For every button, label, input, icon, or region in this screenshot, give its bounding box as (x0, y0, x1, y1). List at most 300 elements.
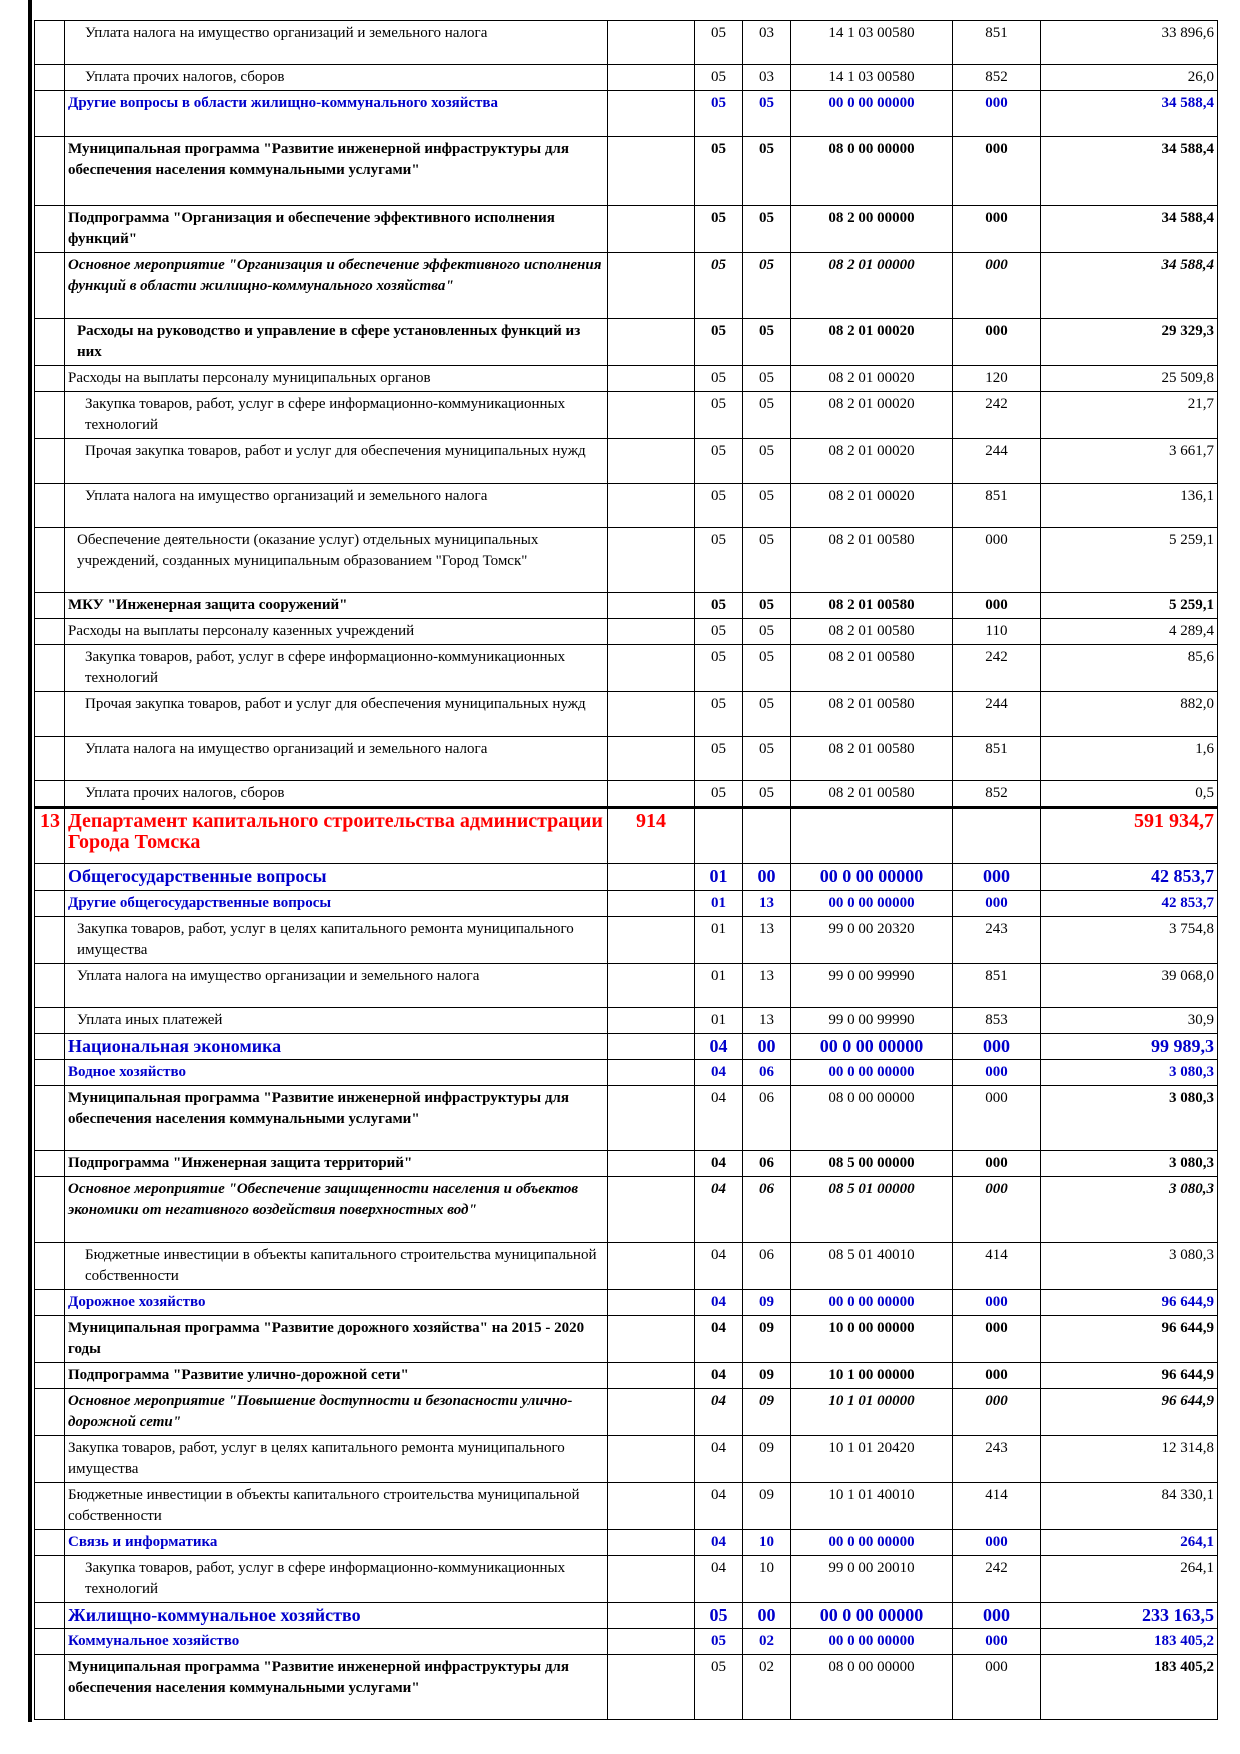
ved-code (608, 1655, 695, 1720)
row-number (35, 91, 65, 137)
row-number (35, 137, 65, 206)
target-article-code (791, 808, 953, 864)
row-number (35, 692, 65, 737)
expense-type-code: 852 (953, 65, 1041, 91)
expense-type-code: 000 (953, 91, 1041, 137)
ved-code (608, 1436, 695, 1483)
subsection-code: 09 (743, 1483, 791, 1530)
expense-type-code: 000 (953, 1629, 1041, 1655)
amount: 3 754,8 (1041, 917, 1218, 964)
section-code: 04 (695, 1389, 743, 1436)
section-code: 04 (695, 1034, 743, 1060)
row-number (35, 21, 65, 65)
subsection-code: 05 (743, 484, 791, 528)
table-row (35, 1655, 1218, 1720)
table-row (35, 593, 1218, 619)
amount: 3 080,3 (1041, 1243, 1218, 1290)
ved-code (608, 366, 695, 392)
row-name: Закупка товаров, работ, услуг в сфере информационно-коммуникационных технологий (65, 392, 608, 439)
subsection-code: 00 (743, 1603, 791, 1629)
ved-code (608, 917, 695, 964)
ved-code (608, 1389, 695, 1436)
expense-type-code: 851 (953, 737, 1041, 781)
amount: 264,1 (1041, 1556, 1218, 1603)
expense-type-code: 243 (953, 917, 1041, 964)
ved-code (608, 206, 695, 253)
row-name: Расходы на выплаты персоналу казенных учреждений (65, 619, 608, 645)
ved-code (608, 1629, 695, 1655)
subsection-code: 00 (743, 864, 791, 891)
target-article-code: 08 2 01 00580 (791, 781, 953, 808)
target-article-code: 10 1 01 20420 (791, 1436, 953, 1483)
section-code: 01 (695, 917, 743, 964)
expense-type-code: 000 (953, 1034, 1041, 1060)
ved-code (608, 1530, 695, 1556)
row-name: Бюджетные инвестиции в объекты капитального строительства муниципальной собственности (65, 1243, 608, 1290)
row-number (35, 484, 65, 528)
target-article-code: 08 2 01 00580 (791, 528, 953, 593)
target-article-code: 99 0 00 99990 (791, 964, 953, 1008)
row-number (35, 1316, 65, 1363)
subsection-code: 05 (743, 645, 791, 692)
row-number (35, 319, 65, 366)
row-name: Подпрограмма "Организация и обеспечение эффективного исполнения функций" (65, 206, 608, 253)
row-name: Муниципальная программа "Развитие инженерной инфраструктуры для обеспечения населения коммунальными услугами" (65, 1086, 608, 1151)
ved-code (608, 1603, 695, 1629)
row-name: Основное мероприятие "Обеспечение защищенности населения и объектов экономики от негативного воздействия поверхностных вод" (65, 1177, 608, 1243)
subsection-code: 03 (743, 21, 791, 65)
row-name: Обеспечение деятельности (оказание услуг) отдельных муниципальных учреждений, созданных муниципальным образованием "Город Томск" (65, 528, 608, 593)
target-article-code: 00 0 00 00000 (791, 891, 953, 917)
expense-type-code: 851 (953, 484, 1041, 528)
row-number (35, 1086, 65, 1151)
ved-code (608, 1243, 695, 1290)
expense-type-code: 000 (953, 1316, 1041, 1363)
row-number (35, 366, 65, 392)
table-row (35, 206, 1218, 253)
ved-code (608, 1008, 695, 1034)
table-row (35, 1008, 1218, 1034)
expense-type-code: 000 (953, 319, 1041, 366)
row-name: Расходы на выплаты персоналу муниципальных органов (65, 366, 608, 392)
row-name: Муниципальная программа "Развитие инженерной инфраструктуры для обеспечения населения коммунальными услугами" (65, 137, 608, 206)
row-name: Закупка товаров, работ, услуг в целях капитального ремонта муниципального имущества (65, 1436, 608, 1483)
table-row (35, 891, 1218, 917)
table-row (35, 21, 1218, 65)
row-number (35, 619, 65, 645)
amount: 1,6 (1041, 737, 1218, 781)
expense-type-code: 244 (953, 692, 1041, 737)
table-row (35, 645, 1218, 692)
section-code: 04 (695, 1363, 743, 1389)
amount: 25 509,8 (1041, 366, 1218, 392)
target-article-code: 00 0 00 00000 (791, 1290, 953, 1316)
row-name: Уплата налога на имущество организаций и земельного налога (65, 484, 608, 528)
table-row (35, 366, 1218, 392)
subsection-code: 13 (743, 964, 791, 1008)
row-name: Закупка товаров, работ, услуг в сфере информационно-коммуникационных технологий (65, 1556, 608, 1603)
target-article-code: 00 0 00 00000 (791, 864, 953, 891)
target-article-code: 08 2 01 00020 (791, 392, 953, 439)
ved-code (608, 619, 695, 645)
row-name: Прочая закупка товаров, работ и услуг для обеспечения муниципальных нужд (65, 692, 608, 737)
expense-type-code: 852 (953, 781, 1041, 808)
section-code: 05 (695, 619, 743, 645)
row-name: Расходы на руководство и управление в сфере установленных функций из них (65, 319, 608, 366)
subsection-code: 06 (743, 1243, 791, 1290)
table-row (35, 1151, 1218, 1177)
row-number (35, 1363, 65, 1389)
ved-code (608, 65, 695, 91)
amount: 85,6 (1041, 645, 1218, 692)
row-number (35, 206, 65, 253)
subsection-code: 09 (743, 1363, 791, 1389)
subsection-code: 03 (743, 65, 791, 91)
expense-type-code: 000 (953, 1086, 1041, 1151)
subsection-code: 10 (743, 1556, 791, 1603)
row-number (35, 528, 65, 593)
ved-code (608, 21, 695, 65)
subsection-code: 13 (743, 917, 791, 964)
row-name: Подпрограмма "Развитие улично-дорожной сети" (65, 1363, 608, 1389)
table-row (35, 1177, 1218, 1243)
expense-type-code: 851 (953, 964, 1041, 1008)
subsection-code: 05 (743, 91, 791, 137)
row-name: Муниципальная программа "Развитие дорожного хозяйства" на 2015 - 2020 годы (65, 1316, 608, 1363)
subsection-code: 05 (743, 206, 791, 253)
amount: 34 588,4 (1041, 206, 1218, 253)
row-number (35, 737, 65, 781)
row-number (35, 65, 65, 91)
row-name: Другие общегосударственные вопросы (65, 891, 608, 917)
expense-type-code: 000 (953, 206, 1041, 253)
amount: 34 588,4 (1041, 253, 1218, 319)
expense-type-code: 110 (953, 619, 1041, 645)
target-article-code: 99 0 00 20320 (791, 917, 953, 964)
row-number (35, 1629, 65, 1655)
row-name: МКУ "Инженерная защита сооружений" (65, 593, 608, 619)
expense-type-code: 000 (953, 1655, 1041, 1720)
target-article-code: 08 2 01 00580 (791, 737, 953, 781)
expense-type-code: 000 (953, 1363, 1041, 1389)
row-number (35, 439, 65, 484)
target-article-code: 08 0 00 00000 (791, 137, 953, 206)
ved-code: 914 (608, 808, 695, 864)
section-code: 05 (695, 65, 743, 91)
table-row (35, 137, 1218, 206)
target-article-code: 08 2 01 00580 (791, 593, 953, 619)
table-row (35, 439, 1218, 484)
target-article-code: 08 2 01 00580 (791, 645, 953, 692)
expense-type-code: 000 (953, 891, 1041, 917)
target-article-code: 08 2 01 00020 (791, 319, 953, 366)
row-name: Уплата налога на имущество организаций и земельного налога (65, 21, 608, 65)
section-code: 05 (695, 484, 743, 528)
target-article-code: 00 0 00 00000 (791, 1034, 953, 1060)
expense-type-code: 000 (953, 1389, 1041, 1436)
amount: 3 080,3 (1041, 1177, 1218, 1243)
row-name: Водное хозяйство (65, 1060, 608, 1086)
expense-type-code: 120 (953, 366, 1041, 392)
row-name: Уплата налога на имущество организации и земельного налога (65, 964, 608, 1008)
amount: 26,0 (1041, 65, 1218, 91)
subsection-code: 00 (743, 1034, 791, 1060)
row-name: Муниципальная программа "Развитие инженерной инфраструктуры для обеспечения населения коммунальными услугами" (65, 1655, 608, 1720)
expense-type-code: 851 (953, 21, 1041, 65)
ved-code (608, 439, 695, 484)
table-row (35, 1060, 1218, 1086)
table-row (35, 1530, 1218, 1556)
table-row (35, 1603, 1218, 1629)
target-article-code: 08 2 00 00000 (791, 206, 953, 253)
table-row (35, 253, 1218, 319)
target-article-code: 08 2 01 00580 (791, 619, 953, 645)
amount: 5 259,1 (1041, 528, 1218, 593)
expense-type-code: 242 (953, 392, 1041, 439)
subsection-code: 09 (743, 1316, 791, 1363)
section-code: 05 (695, 1603, 743, 1629)
subsection-code: 13 (743, 891, 791, 917)
amount: 30,9 (1041, 1008, 1218, 1034)
row-name: Основное мероприятие "Организация и обеспечение эффективного исполнения функций в области жилищно-коммунального хозяйства" (65, 253, 608, 319)
ved-code (608, 253, 695, 319)
ved-code (608, 1316, 695, 1363)
target-article-code: 10 0 00 00000 (791, 1316, 953, 1363)
amount: 183 405,2 (1041, 1629, 1218, 1655)
budget-table (34, 20, 1218, 1720)
table-row (35, 1629, 1218, 1655)
section-code: 04 (695, 1483, 743, 1530)
target-article-code: 08 5 00 00000 (791, 1151, 953, 1177)
ved-code (608, 891, 695, 917)
ved-code (608, 1177, 695, 1243)
ved-code (608, 91, 695, 137)
subsection-code: 13 (743, 1008, 791, 1034)
table-row (35, 917, 1218, 964)
ved-code (608, 137, 695, 206)
section-code: 05 (695, 781, 743, 808)
table-row (35, 1316, 1218, 1363)
target-article-code: 08 2 01 00020 (791, 484, 953, 528)
row-name: Уплата прочих налогов, сборов (65, 781, 608, 808)
section-code: 05 (695, 21, 743, 65)
section-code: 05 (695, 137, 743, 206)
amount: 96 644,9 (1041, 1290, 1218, 1316)
table-row (35, 781, 1218, 808)
target-article-code: 00 0 00 00000 (791, 1530, 953, 1556)
subsection-code: 05 (743, 319, 791, 366)
target-article-code: 00 0 00 00000 (791, 1603, 953, 1629)
table-row (35, 1483, 1218, 1530)
target-article-code: 10 1 01 40010 (791, 1483, 953, 1530)
table-row (35, 692, 1218, 737)
section-code (695, 808, 743, 864)
row-number (35, 645, 65, 692)
expense-type-code: 244 (953, 439, 1041, 484)
amount: 42 853,7 (1041, 864, 1218, 891)
ved-code (608, 1034, 695, 1060)
expense-type-code: 414 (953, 1483, 1041, 1530)
amount: 12 314,8 (1041, 1436, 1218, 1483)
row-name: Основное мероприятие "Повышение доступности и безопасности улично-дорожной сети" (65, 1389, 608, 1436)
ved-code (608, 319, 695, 366)
ved-code (608, 1060, 695, 1086)
section-code: 05 (695, 366, 743, 392)
subsection-code: 06 (743, 1177, 791, 1243)
section-code: 05 (695, 392, 743, 439)
section-code: 01 (695, 891, 743, 917)
amount: 5 259,1 (1041, 593, 1218, 619)
ved-code (608, 1556, 695, 1603)
amount: 42 853,7 (1041, 891, 1218, 917)
row-name: Департамент капитального строительства администрации Города Томска (65, 808, 608, 864)
section-code: 01 (695, 864, 743, 891)
subsection-code: 05 (743, 137, 791, 206)
ved-code (608, 593, 695, 619)
amount: 96 644,9 (1041, 1363, 1218, 1389)
amount: 96 644,9 (1041, 1316, 1218, 1363)
ved-code (608, 1363, 695, 1389)
section-code: 05 (695, 1655, 743, 1720)
expense-type-code: 000 (953, 1151, 1041, 1177)
table-row (35, 1363, 1218, 1389)
target-article-code: 10 1 00 00000 (791, 1363, 953, 1389)
row-number (35, 1530, 65, 1556)
ved-code (608, 692, 695, 737)
section-code: 04 (695, 1177, 743, 1243)
amount: 96 644,9 (1041, 1389, 1218, 1436)
section-code: 01 (695, 964, 743, 1008)
target-article-code: 00 0 00 00000 (791, 1060, 953, 1086)
expense-type-code: 000 (953, 1290, 1041, 1316)
target-article-code: 08 0 00 00000 (791, 1655, 953, 1720)
subsection-code: 05 (743, 593, 791, 619)
subsection-code: 02 (743, 1629, 791, 1655)
row-number (35, 1556, 65, 1603)
ved-code (608, 484, 695, 528)
table-row (35, 964, 1218, 1008)
subsection-code: 05 (743, 528, 791, 593)
row-number (35, 1034, 65, 1060)
subsection-code: 09 (743, 1290, 791, 1316)
section-code: 04 (695, 1436, 743, 1483)
amount: 136,1 (1041, 484, 1218, 528)
ved-code (608, 528, 695, 593)
target-article-code: 99 0 00 20010 (791, 1556, 953, 1603)
amount: 183 405,2 (1041, 1655, 1218, 1720)
subsection-code: 05 (743, 392, 791, 439)
expense-type-code: 000 (953, 1530, 1041, 1556)
section-code: 01 (695, 1008, 743, 1034)
expense-type-code: 853 (953, 1008, 1041, 1034)
row-number (35, 1655, 65, 1720)
ved-code (608, 1483, 695, 1530)
amount: 21,7 (1041, 392, 1218, 439)
section-code: 05 (695, 692, 743, 737)
subsection-code: 05 (743, 737, 791, 781)
table-row (35, 808, 1218, 864)
amount: 0,5 (1041, 781, 1218, 808)
subsection-code: 02 (743, 1655, 791, 1720)
ved-code (608, 964, 695, 1008)
amount: 882,0 (1041, 692, 1218, 737)
row-number (35, 593, 65, 619)
amount: 29 329,3 (1041, 319, 1218, 366)
section-code: 04 (695, 1290, 743, 1316)
table-row (35, 1086, 1218, 1151)
target-article-code: 14 1 03 00580 (791, 65, 953, 91)
amount: 84 330,1 (1041, 1483, 1218, 1530)
section-code: 05 (695, 645, 743, 692)
section-code: 05 (695, 91, 743, 137)
expense-type-code: 000 (953, 528, 1041, 593)
budget-table-body (35, 21, 1218, 1720)
table-row (35, 1243, 1218, 1290)
target-article-code: 08 2 01 00000 (791, 253, 953, 319)
amount: 4 289,4 (1041, 619, 1218, 645)
row-name: Дорожное хозяйство (65, 1290, 608, 1316)
section-code: 05 (695, 737, 743, 781)
section-code: 05 (695, 319, 743, 366)
row-name: Общегосударственные вопросы (65, 864, 608, 891)
row-number (35, 917, 65, 964)
row-number (35, 1151, 65, 1177)
amount: 34 588,4 (1041, 137, 1218, 206)
section-code: 05 (695, 206, 743, 253)
target-article-code: 00 0 00 00000 (791, 91, 953, 137)
ved-code (608, 645, 695, 692)
expense-type-code: 000 (953, 593, 1041, 619)
table-row (35, 91, 1218, 137)
row-number (35, 864, 65, 891)
section-code: 04 (695, 1530, 743, 1556)
expense-type-code: 000 (953, 253, 1041, 319)
subsection-code: 10 (743, 1530, 791, 1556)
table-row (35, 65, 1218, 91)
target-article-code: 08 2 01 00580 (791, 692, 953, 737)
section-code: 05 (695, 1629, 743, 1655)
row-number (35, 781, 65, 808)
table-row (35, 864, 1218, 891)
target-article-code: 08 2 01 00020 (791, 439, 953, 484)
expense-type-code: 000 (953, 864, 1041, 891)
amount: 34 588,4 (1041, 91, 1218, 137)
table-row (35, 528, 1218, 593)
table-row (35, 1034, 1218, 1060)
target-article-code: 08 0 00 00000 (791, 1086, 953, 1151)
left-margin-rule (28, 0, 32, 1722)
row-number (35, 1389, 65, 1436)
row-name: Подпрограмма "Инженерная защита территорий" (65, 1151, 608, 1177)
amount: 33 896,6 (1041, 21, 1218, 65)
row-name: Прочая закупка товаров, работ и услуг для обеспечения муниципальных нужд (65, 439, 608, 484)
ved-code (608, 1290, 695, 1316)
section-code: 05 (695, 253, 743, 319)
row-name: Бюджетные инвестиции в объекты капитального строительства муниципальной собственности (65, 1483, 608, 1530)
table-row (35, 1389, 1218, 1436)
table-row (35, 1436, 1218, 1483)
subsection-code: 06 (743, 1060, 791, 1086)
table-row (35, 619, 1218, 645)
row-name: Уплата иных платежей (65, 1008, 608, 1034)
amount: 99 989,3 (1041, 1034, 1218, 1060)
row-number (35, 1436, 65, 1483)
row-number (35, 392, 65, 439)
row-name: Другие вопросы в области жилищно-коммунального хозяйства (65, 91, 608, 137)
amount: 3 080,3 (1041, 1060, 1218, 1086)
table-row (35, 1290, 1218, 1316)
section-code: 04 (695, 1556, 743, 1603)
